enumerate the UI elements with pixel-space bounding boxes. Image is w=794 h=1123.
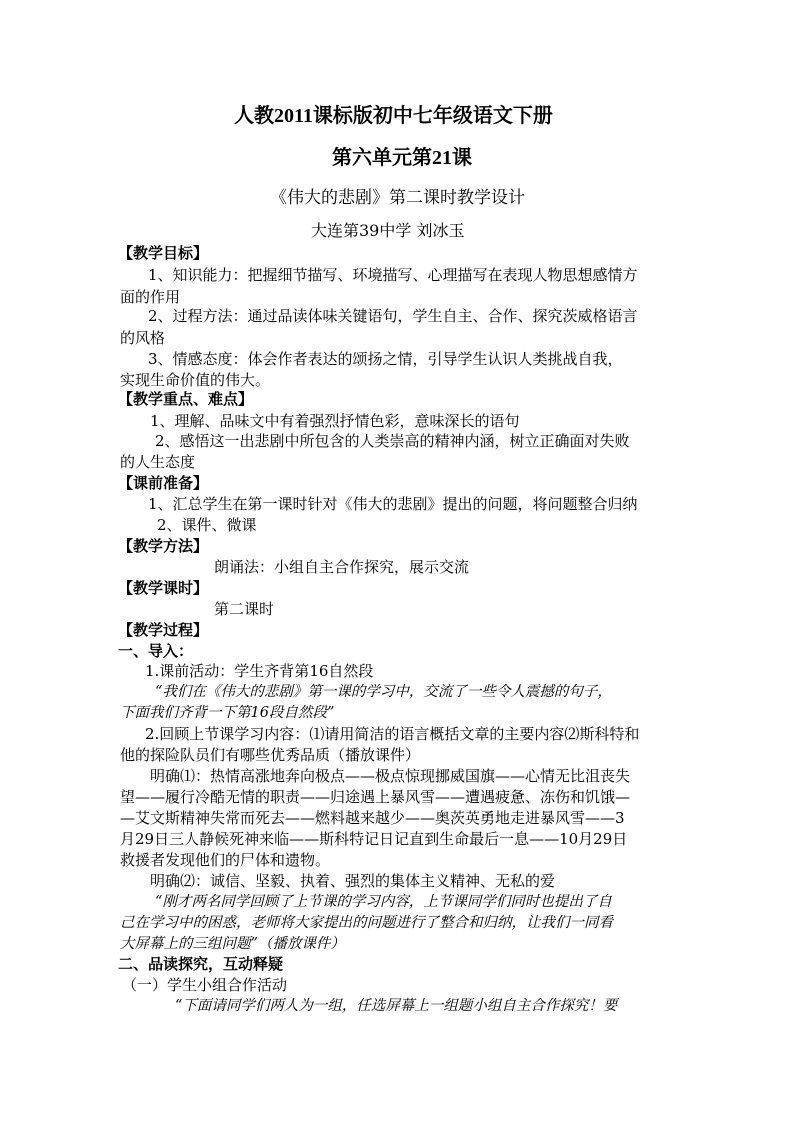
author-line: 大连第39中学 刘冰玉 (311, 221, 465, 240)
step-1-activity: 1.课前活动：学生齐背第16自然段 (145, 662, 374, 680)
method-text: 朗诵法：小组自主合作探究，展示交流 (214, 558, 470, 576)
quote-2-line-1: “刚才两名同学回顾了上节课的学习内容，上节课同学们同时也提出了自 (155, 894, 612, 910)
prep-1: 1、汇总学生在第一课时针对《伟大的悲剧》提出的问题，将问题整合归纳 (148, 495, 638, 513)
quote-3-line-1: “下面请同学们两人为一组，任选屏幕上一组题小组自主合作探究！要 (175, 998, 618, 1014)
unit-title: 第六单元第21课 (332, 147, 472, 169)
quote-1-line-1: “我们在《伟大的悲剧》第一课的学习中，交流了一些令人震撼的句子， (155, 684, 612, 700)
quote-2-line-3: 大屏幕上的三组问题”（播放课件） (120, 936, 345, 952)
keypoint-2-line-2: 的人生态度 (120, 453, 196, 471)
objective-1-line-1: 1、知识能力：把握细节描写、环境描写、心理描写在表现人物思想感情方 (148, 266, 638, 284)
clarify-1-line-1: 明确⑴：热情高涨地奔向极点——极点惊现挪威国旗——心情无比沮丧失 (150, 767, 631, 785)
objective-3-line-2: 实现生命价值的伟大。 (120, 371, 271, 389)
keypoint-2-line-1: 2、感悟这一出悲剧中所包含的人类崇高的精神内涵，树立正确面对失败 (155, 432, 630, 450)
lesson-title: 《伟大的悲剧》第二课时教学设计 (270, 188, 525, 208)
section-header-lesson: 【教学课时】 (118, 579, 209, 597)
clarify-1-line-2: 望——履行冷酷无情的职责——归途遇上暴风雪——遭遇疲惫、冻伤和饥饿— (120, 788, 631, 806)
quote-1-line-2: 下面我们齐背一下第16段自然段” (120, 705, 335, 721)
section-header-process: 【教学过程】 (118, 621, 209, 639)
step-1-heading: 一、导入： (118, 642, 194, 660)
clarify-1-line-5: 救援者发现他们的尸体和遗物。 (120, 851, 331, 869)
lesson-text: 第二课时 (214, 600, 275, 618)
quote-2-line-2: 己在学习中的困惑，老师将大家提出的问题进行了整合和归纳，让我们一同看 (120, 915, 613, 931)
step-2-heading: 二、品读探究，互动释疑 (118, 955, 284, 973)
keypoint-1: 1、理解、品味文中有着强烈抒情色彩，意味深长的语句 (150, 412, 520, 430)
clarify-1-line-3: —艾文斯精神失常而死去——燃料越来越少——奥茨英勇地走进暴风雪——3 (120, 809, 625, 827)
step-2-subheading: （一）学生小组合作活动 (122, 976, 288, 994)
objective-1-line-2: 面的作用 (120, 288, 181, 306)
clarify-1-line-4: 月29日三人静候死神来临——斯科特记日记直到生命最后一息——10月29日 (120, 830, 628, 848)
doc-title: 人教2011课标版初中七年级语文下册 (234, 105, 553, 127)
step-1-review-line-1: 2.回顾上节课学习内容：⑴请用简洁的语言概括文章的主要内容⑵斯科特和 (145, 725, 640, 743)
objective-2-line-2: 的风格 (120, 329, 166, 347)
section-header-objectives: 【教学目标】 (118, 244, 209, 262)
section-header-keypoints: 【教学重点、难点】 (118, 390, 254, 408)
clarify-2: 明确⑵：诚信、坚毅、执着、强烈的集体主义精神、无私的爱 (150, 872, 556, 890)
objective-3-line-1: 3、情感态度：体会作者表达的颂扬之情，引导学生认识人类挑战自我， (148, 350, 623, 368)
section-header-prep: 【课前准备】 (118, 474, 209, 492)
section-header-method: 【教学方法】 (118, 537, 209, 555)
prep-2: 2、课件、微课 (157, 516, 257, 534)
step-1-review-line-2: 他的探险队员们有哪些优秀品质（播放课件） (120, 746, 421, 764)
objective-2-line-1: 2、过程方法：通过品读体味关键语句，学生自主、合作、探究茨威格语言 (148, 307, 638, 325)
